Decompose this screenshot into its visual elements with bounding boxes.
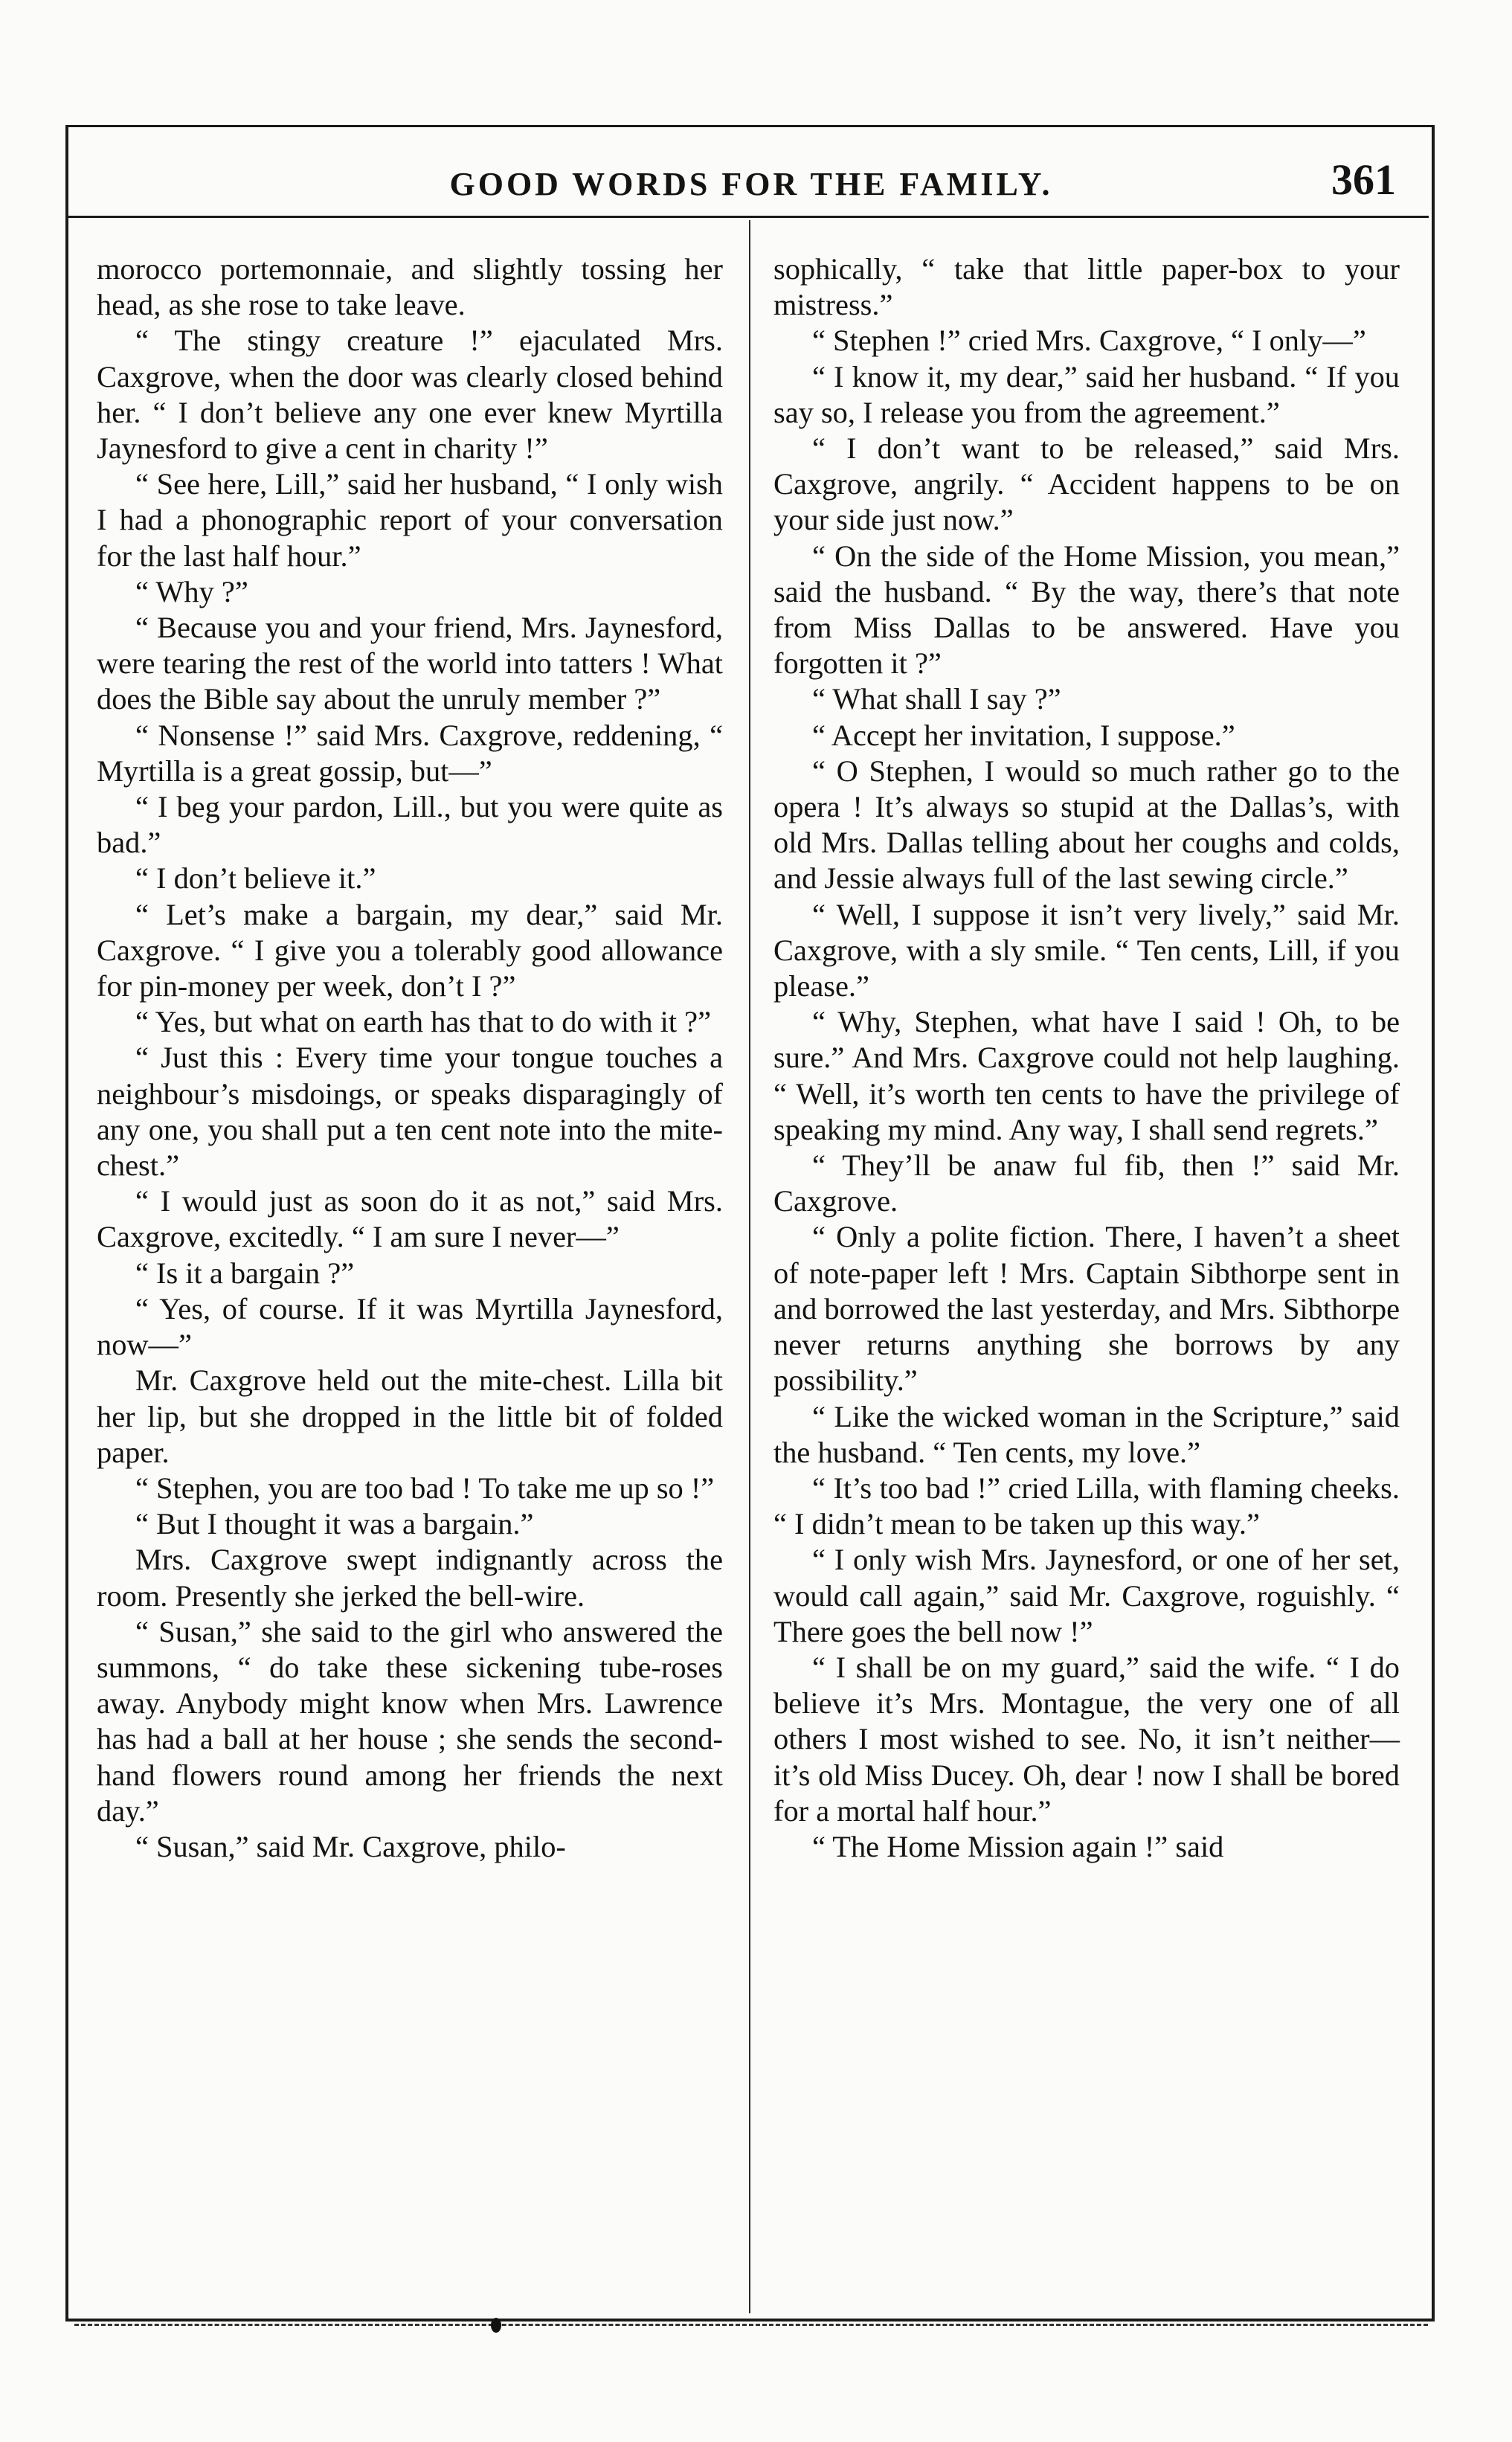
column-divider xyxy=(749,220,750,2313)
paragraph: “ I shall be on my guard,” said the wife. “ I do believe it’s Mrs. Montague, the very one of all others I most wished to see. No, it isn’t neither—it’s old Miss Ducey. Oh, dear ! now I shall be bored for a mortal half hour.” xyxy=(773,1650,1400,1828)
paragraph: “ Why ?” xyxy=(135,574,248,608)
running-head: GOOD WORDS FOR THE FAMILY. xyxy=(449,166,1053,202)
paragraph: “ I know it, my dear,” said her husband. “ If you say so, I release you from the agreement.” xyxy=(773,359,1400,429)
paragraph: “ Because you and your friend, Mrs. Jaynesford, were tearing the rest of the world into tatters ! What does the Bible say about the unruly member ?” xyxy=(97,611,723,716)
paragraph: “ Susan,” she said to the girl who answered the summons, “ do take these sickening tube-roses away. Anybody might know when Mrs. Lawrence has had a ball at her house ; she sends the second-hand flowers round among her friends the next day.” xyxy=(97,1614,723,1828)
paragraph: “ Just this : Every time your tongue touches a neighbour’s misdoings, or speaks disparagingly of any one, you shall put a ten cent note into the mite-chest.” xyxy=(97,1041,723,1183)
paragraph: “ Only a polite fiction. There, I haven’t a sheet of note-paper left ! Mrs. Captain Sibthorpe sent in and borrowed the last yesterday, and Mrs. Sibthorpe never returns anything she borrows by any possibility.” xyxy=(773,1220,1400,1398)
paragraph: “ They’ll be anaw ful fib, then !” said Mr. Caxgrove. xyxy=(773,1148,1400,1218)
paragraph: “ Well, I suppose it isn’t very lively,” said Mr. Caxgrove, with a sly smile. “ Ten cents, Lill, if you please.” xyxy=(773,897,1400,1003)
paragraph: “ I don’t want to be released,” said Mrs. Caxgrove, angrily. “ Accident happens to be on your side just now.” xyxy=(773,431,1400,537)
paragraph: “ Nonsense !” said Mrs. Caxgrove, reddening, “ Myrtilla is a great gossip, but—” xyxy=(97,718,723,788)
paragraph: Mrs. Caxgrove swept indignantly across the room. Presently she jerked the bell-wire. xyxy=(97,1543,723,1613)
paragraph: Mr. Caxgrove held out the mite-chest. Lilla bit her lip, but she dropped in the little bit of folded paper. xyxy=(97,1363,723,1469)
paragraph: “ Like the wicked woman in the Scripture,” said the husband. “ Ten cents, my love.” xyxy=(773,1399,1400,1469)
paragraph: sophically, “ take that little paper-box to your mistress.” xyxy=(773,252,1400,322)
paragraph: “ It’s too bad !” cried Lilla, with flaming cheeks. “ I didn’t mean to be taken up this way.” xyxy=(773,1471,1400,1541)
right-column xyxy=(773,251,1400,1865)
paragraph: “ The stingy creature !” ejaculated Mrs. Caxgrove, when the door was clearly closed behind her. “ I don’t believe any one ever knew Myrtilla Jaynesford to give a cent in charity !” xyxy=(97,324,723,466)
paragraph: “ I would just as soon do it as not,” said Mrs. Caxgrove, excitedly. “ I am sure I never—” xyxy=(97,1184,723,1254)
paragraph: “ I don’t believe it.” xyxy=(135,861,376,896)
paragraph: morocco portemonnaie, and slightly tossing her head, as she rose to take leave. xyxy=(97,252,723,322)
paragraph: “ Susan,” said Mr. Caxgrove, philo- xyxy=(135,1829,566,1863)
header-rule xyxy=(68,216,1429,218)
paragraph: “ Is it a bargain ?” xyxy=(135,1256,355,1290)
paragraph: “ See here, Lill,” said her husband, “ I only wish I had a phonographic report of your conversation for the last half hour.” xyxy=(97,467,723,573)
paragraph: “ What shall I say ?” xyxy=(812,682,1061,716)
left-column xyxy=(97,251,723,1865)
paragraph: “ Stephen, you are too bad ! To take me up so !” xyxy=(135,1471,715,1505)
page-number: 361 xyxy=(1331,155,1396,204)
paragraph: “ The Home Mission again !” said xyxy=(812,1829,1224,1863)
paragraph: “ Yes, of course. If it was Myrtilla Jaynesford, now—” xyxy=(97,1291,723,1362)
paragraph: “ O Stephen, I would so much rather go to the opera ! It’s always so stupid at the Dallas’s, with old Mrs. Dallas telling about her coughs and colds, and Jessie always full of the last sewing circle.” xyxy=(773,754,1400,896)
paragraph: “ On the side of the Home Mission, you mean,” said the husband. “ By the way, there’s that note from Miss Dallas to be answered. Have you forgotten it ?” xyxy=(773,539,1400,681)
paragraph: “ Yes, but what on earth has that to do with it ?” xyxy=(135,1005,712,1039)
paragraph: “ Let’s make a bargain, my dear,” said Mr. Caxgrove. “ I give you a tolerably good allowance for pin-money per week, don’t I ?” xyxy=(97,897,723,1003)
paragraph: “ Why, Stephen, what have I said ! Oh, to be sure.” And Mrs. Caxgrove could not help laughing. “ Well, it’s worth ten cents to have the privilege of speaking my mind. Any way, I shall send regrets.” xyxy=(773,1005,1400,1146)
footer-ornament-dot xyxy=(491,2318,501,2333)
paragraph: “ Accept her invitation, I suppose.” xyxy=(812,718,1235,752)
paragraph: “ But I thought it was a bargain.” xyxy=(135,1507,534,1541)
footer-rule xyxy=(74,2324,1428,2333)
paragraph: “ I only wish Mrs. Jaynesford, or one of her set, would call again,” said Mr. Caxgrove, roguishly. “ There goes the bell now !” xyxy=(773,1543,1400,1648)
paragraph: “ Stephen !” cried Mrs. Caxgrove, “ I only—” xyxy=(812,324,1366,358)
paragraph: “ I beg your pardon, Lill., but you were quite as bad.” xyxy=(97,790,723,860)
